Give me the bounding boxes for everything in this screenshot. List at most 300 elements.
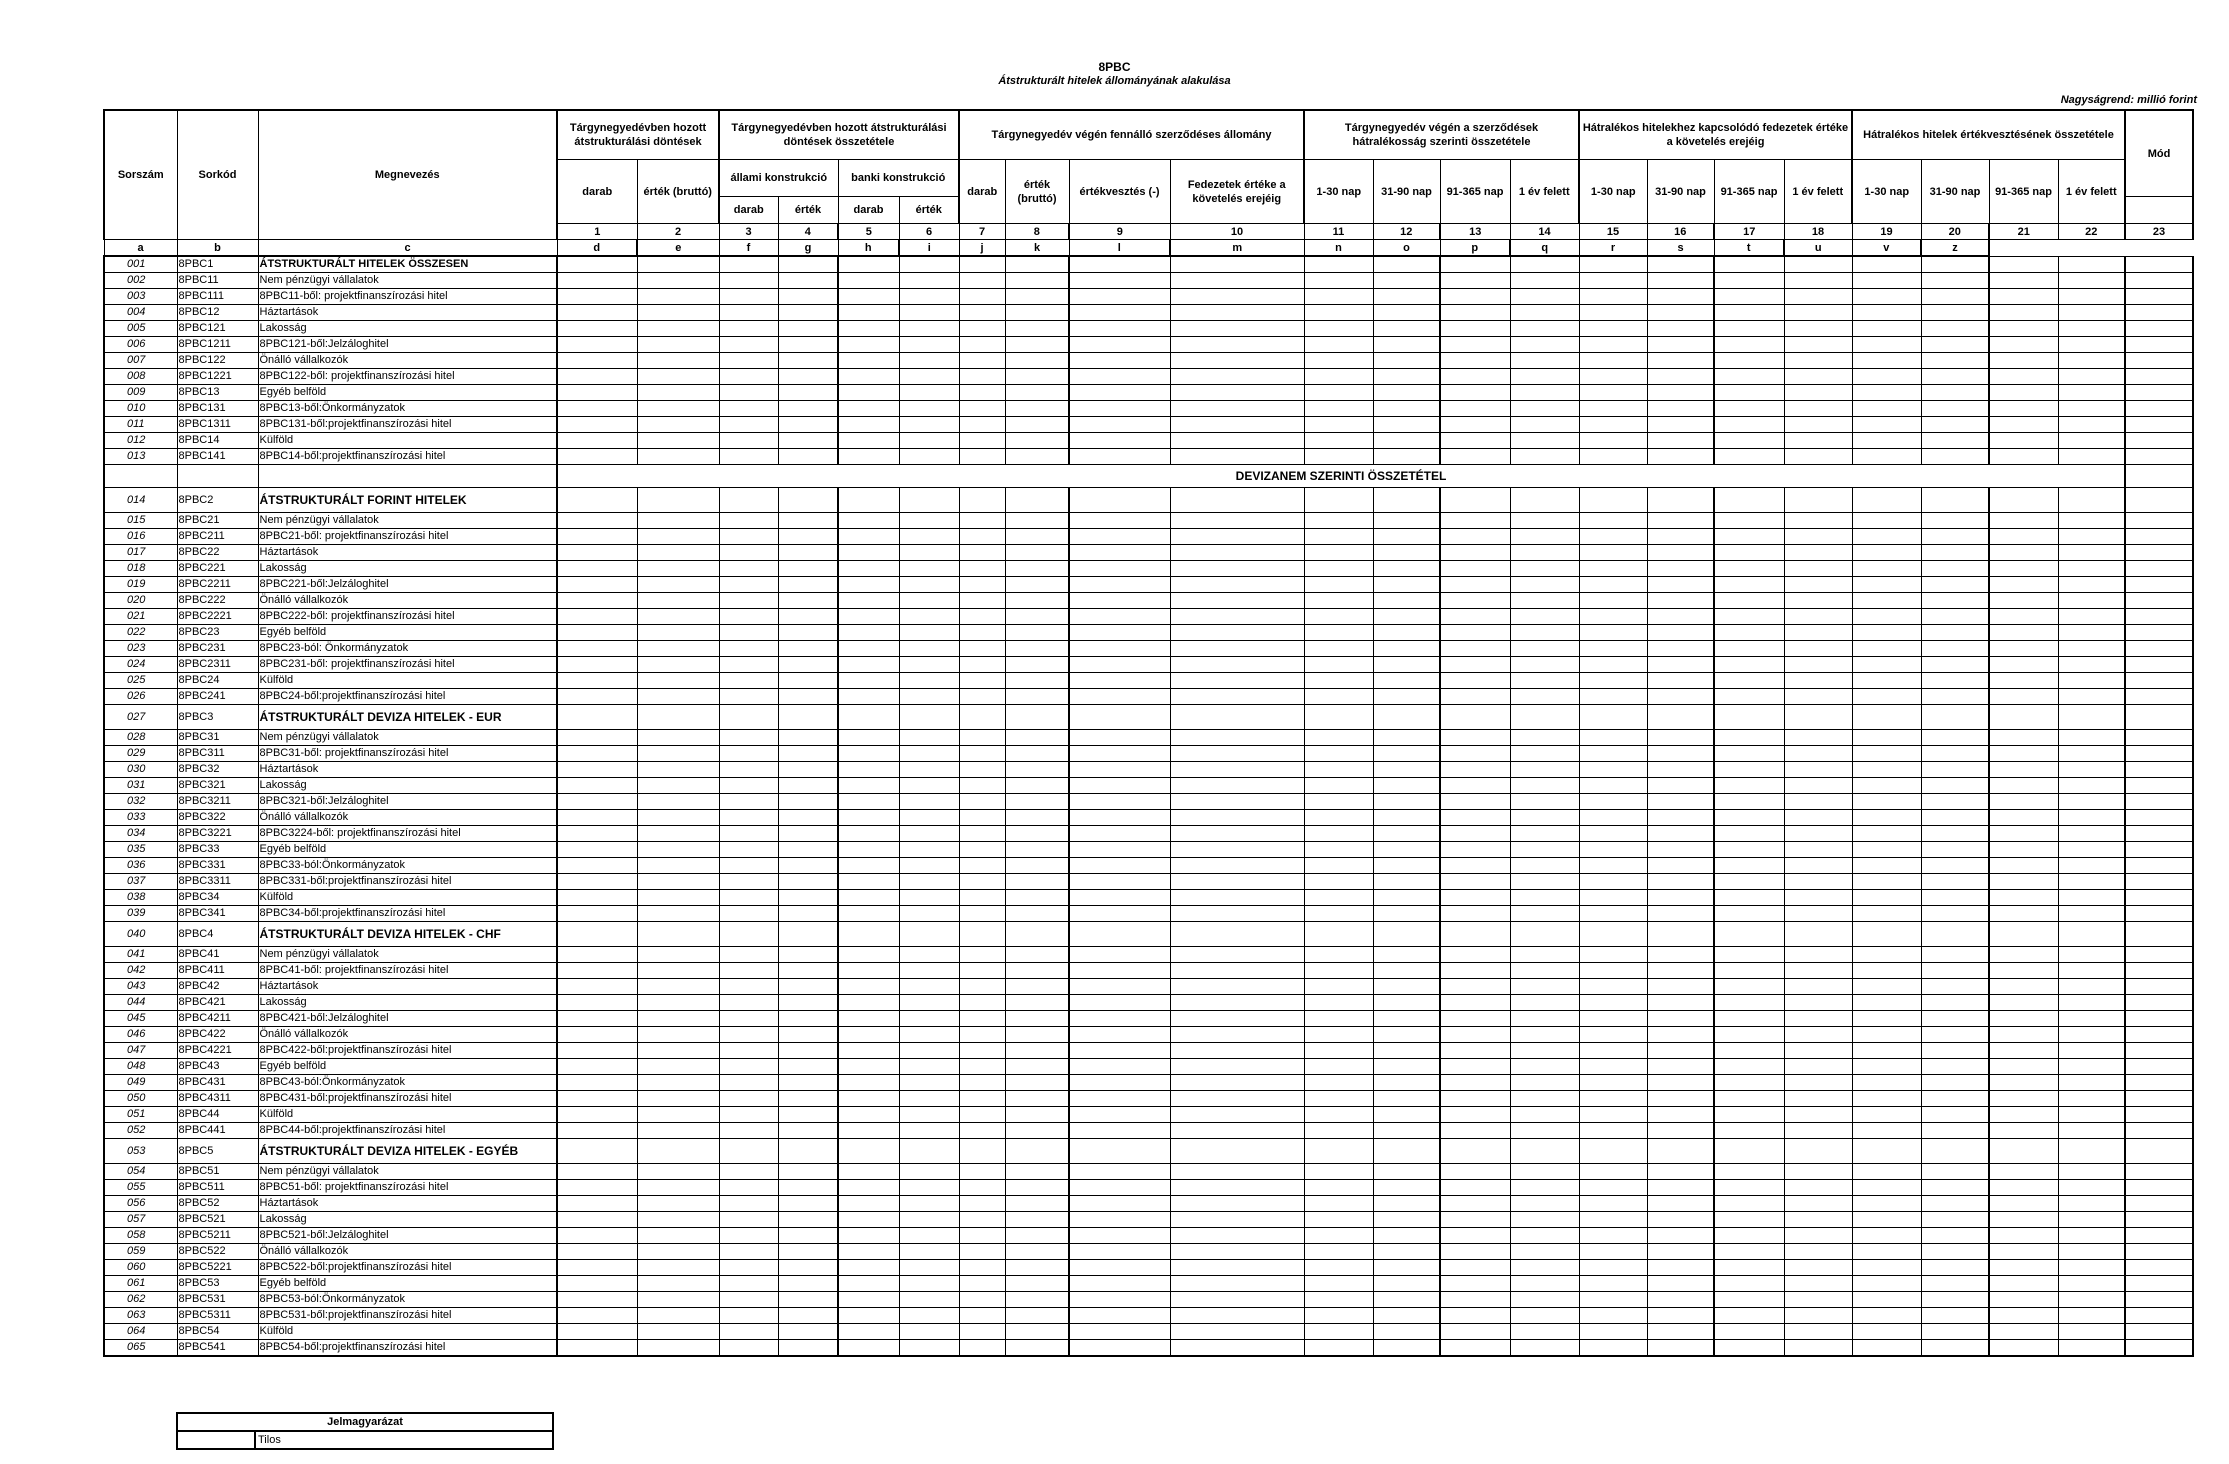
data-cell-5[interactable]	[838, 689, 899, 705]
data-cell-7[interactable]	[959, 561, 1005, 577]
data-cell-19[interactable]	[1852, 1059, 1921, 1075]
data-cell-15[interactable]	[1579, 1340, 1647, 1357]
data-cell-5[interactable]	[838, 826, 899, 842]
data-cell-3[interactable]	[719, 273, 778, 289]
data-cell-20[interactable]	[1921, 689, 1989, 705]
data-cell-2[interactable]	[637, 369, 719, 385]
data-cell-7[interactable]	[959, 1011, 1005, 1027]
data-cell-15[interactable]	[1579, 545, 1647, 561]
data-cell-11[interactable]	[1304, 401, 1373, 417]
data-cell-6[interactable]	[899, 1308, 959, 1324]
data-cell-9[interactable]	[1069, 369, 1170, 385]
data-cell-9[interactable]	[1069, 1027, 1170, 1043]
data-cell-11[interactable]	[1304, 289, 1373, 305]
data-cell-4[interactable]	[778, 1308, 838, 1324]
data-cell-16[interactable]	[1647, 906, 1714, 922]
data-cell-22[interactable]	[2058, 1308, 2125, 1324]
data-cell-17[interactable]	[1714, 593, 1784, 609]
data-cell-22[interactable]	[2058, 417, 2125, 433]
data-cell-5[interactable]	[838, 705, 899, 730]
data-cell-4[interactable]	[778, 1027, 838, 1043]
data-cell-2[interactable]	[637, 673, 719, 689]
data-cell-12[interactable]	[1373, 826, 1440, 842]
data-cell-18[interactable]	[1784, 641, 1852, 657]
data-cell-18[interactable]	[1784, 810, 1852, 826]
data-cell-17[interactable]	[1714, 995, 1784, 1011]
data-cell-17[interactable]	[1714, 657, 1784, 673]
data-cell-7[interactable]	[959, 305, 1005, 321]
data-cell-8[interactable]	[1005, 1340, 1069, 1357]
data-cell-19[interactable]	[1852, 1276, 1921, 1292]
data-cell-9[interactable]	[1069, 1180, 1170, 1196]
data-cell-2[interactable]	[637, 593, 719, 609]
data-cell-7[interactable]	[959, 826, 1005, 842]
data-cell-11[interactable]	[1304, 1091, 1373, 1107]
data-cell-17[interactable]	[1714, 417, 1784, 433]
data-cell-2[interactable]	[637, 1308, 719, 1324]
data-cell-22[interactable]	[2058, 979, 2125, 995]
data-cell-8[interactable]	[1005, 369, 1069, 385]
data-cell-7[interactable]	[959, 858, 1005, 874]
data-cell-16[interactable]	[1647, 545, 1714, 561]
data-cell-12[interactable]	[1373, 529, 1440, 545]
data-cell-2[interactable]	[637, 858, 719, 874]
data-cell-7[interactable]	[959, 625, 1005, 641]
data-cell-1[interactable]	[557, 256, 637, 273]
data-cell-7[interactable]	[959, 641, 1005, 657]
data-cell-16[interactable]	[1647, 577, 1714, 593]
data-cell-12[interactable]	[1373, 979, 1440, 995]
data-cell-12[interactable]	[1373, 906, 1440, 922]
data-cell-9[interactable]	[1069, 842, 1170, 858]
data-cell-6[interactable]	[899, 609, 959, 625]
data-cell-16[interactable]	[1647, 353, 1714, 369]
data-cell-23[interactable]	[2125, 1123, 2193, 1139]
data-cell-16[interactable]	[1647, 689, 1714, 705]
data-cell-18[interactable]	[1784, 689, 1852, 705]
data-cell-16[interactable]	[1647, 810, 1714, 826]
data-cell-16[interactable]	[1647, 1228, 1714, 1244]
data-cell-7[interactable]	[959, 762, 1005, 778]
data-cell-23[interactable]	[2125, 385, 2193, 401]
data-cell-22[interactable]	[2058, 826, 2125, 842]
data-cell-22[interactable]	[2058, 305, 2125, 321]
data-cell-6[interactable]	[899, 826, 959, 842]
data-cell-20[interactable]	[1921, 906, 1989, 922]
data-cell-9[interactable]	[1069, 963, 1170, 979]
data-cell-21[interactable]	[1989, 906, 2058, 922]
data-cell-12[interactable]	[1373, 810, 1440, 826]
data-cell-8[interactable]	[1005, 963, 1069, 979]
data-cell-20[interactable]	[1921, 449, 1989, 465]
data-cell-4[interactable]	[778, 401, 838, 417]
data-cell-20[interactable]	[1921, 1308, 1989, 1324]
data-cell-13[interactable]	[1440, 289, 1510, 305]
data-cell-11[interactable]	[1304, 1123, 1373, 1139]
data-cell-6[interactable]	[899, 545, 959, 561]
data-cell-4[interactable]	[778, 577, 838, 593]
data-cell-22[interactable]	[2058, 1075, 2125, 1091]
data-cell-9[interactable]	[1069, 545, 1170, 561]
data-cell-23[interactable]	[2125, 874, 2193, 890]
data-cell-19[interactable]	[1852, 1324, 1921, 1340]
data-cell-16[interactable]	[1647, 1324, 1714, 1340]
data-cell-8[interactable]	[1005, 1139, 1069, 1164]
data-cell-18[interactable]	[1784, 1308, 1852, 1324]
data-cell-8[interactable]	[1005, 353, 1069, 369]
data-cell-20[interactable]	[1921, 1043, 1989, 1059]
data-cell-5[interactable]	[838, 1212, 899, 1228]
data-cell-8[interactable]	[1005, 1091, 1069, 1107]
data-cell-6[interactable]	[899, 1043, 959, 1059]
data-cell-5[interactable]	[838, 545, 899, 561]
data-cell-4[interactable]	[778, 995, 838, 1011]
data-cell-1[interactable]	[557, 858, 637, 874]
data-cell-11[interactable]	[1304, 1212, 1373, 1228]
data-cell-18[interactable]	[1784, 417, 1852, 433]
data-cell-15[interactable]	[1579, 273, 1647, 289]
data-cell-23[interactable]	[2125, 449, 2193, 465]
data-cell-18[interactable]	[1784, 1228, 1852, 1244]
data-cell-14[interactable]	[1510, 545, 1579, 561]
data-cell-3[interactable]	[719, 1075, 778, 1091]
data-cell-13[interactable]	[1440, 657, 1510, 673]
data-cell-3[interactable]	[719, 609, 778, 625]
data-cell-20[interactable]	[1921, 842, 1989, 858]
data-cell-8[interactable]	[1005, 561, 1069, 577]
data-cell-2[interactable]	[637, 1212, 719, 1228]
data-cell-7[interactable]	[959, 545, 1005, 561]
data-cell-4[interactable]	[778, 1043, 838, 1059]
data-cell-14[interactable]	[1510, 842, 1579, 858]
data-cell-2[interactable]	[637, 1043, 719, 1059]
data-cell-15[interactable]	[1579, 641, 1647, 657]
data-cell-5[interactable]	[838, 1228, 899, 1244]
data-cell-13[interactable]	[1440, 746, 1510, 762]
data-cell-20[interactable]	[1921, 673, 1989, 689]
data-cell-22[interactable]	[2058, 1164, 2125, 1180]
data-cell-8[interactable]	[1005, 256, 1069, 273]
data-cell-13[interactable]	[1440, 922, 1510, 947]
data-cell-18[interactable]	[1784, 1123, 1852, 1139]
data-cell-13[interactable]	[1440, 1196, 1510, 1212]
data-cell-16[interactable]	[1647, 417, 1714, 433]
data-cell-7[interactable]	[959, 730, 1005, 746]
data-cell-1[interactable]	[557, 1139, 637, 1164]
data-cell-3[interactable]	[719, 488, 778, 513]
data-cell-13[interactable]	[1440, 1043, 1510, 1059]
data-cell-12[interactable]	[1373, 353, 1440, 369]
data-cell-11[interactable]	[1304, 778, 1373, 794]
data-cell-8[interactable]	[1005, 641, 1069, 657]
data-cell-15[interactable]	[1579, 529, 1647, 545]
data-cell-15[interactable]	[1579, 1075, 1647, 1091]
data-cell-15[interactable]	[1579, 858, 1647, 874]
data-cell-14[interactable]	[1510, 778, 1579, 794]
data-cell-11[interactable]	[1304, 1260, 1373, 1276]
data-cell-9[interactable]	[1069, 1196, 1170, 1212]
data-cell-3[interactable]	[719, 947, 778, 963]
data-cell-23[interactable]	[2125, 1260, 2193, 1276]
data-cell-18[interactable]	[1784, 1027, 1852, 1043]
data-cell-19[interactable]	[1852, 762, 1921, 778]
data-cell-17[interactable]	[1714, 906, 1784, 922]
data-cell-9[interactable]	[1069, 1212, 1170, 1228]
data-cell-10[interactable]	[1170, 1059, 1304, 1075]
data-cell-16[interactable]	[1647, 1308, 1714, 1324]
data-cell-5[interactable]	[838, 979, 899, 995]
data-cell-3[interactable]	[719, 778, 778, 794]
data-cell-17[interactable]	[1714, 577, 1784, 593]
data-cell-6[interactable]	[899, 321, 959, 337]
data-cell-12[interactable]	[1373, 1340, 1440, 1357]
data-cell-17[interactable]	[1714, 513, 1784, 529]
data-cell-12[interactable]	[1373, 1139, 1440, 1164]
data-cell-18[interactable]	[1784, 1139, 1852, 1164]
data-cell-13[interactable]	[1440, 529, 1510, 545]
data-cell-3[interactable]	[719, 1011, 778, 1027]
data-cell-14[interactable]	[1510, 1292, 1579, 1308]
data-cell-17[interactable]	[1714, 273, 1784, 289]
data-cell-4[interactable]	[778, 979, 838, 995]
data-cell-22[interactable]	[2058, 1292, 2125, 1308]
data-cell-19[interactable]	[1852, 673, 1921, 689]
data-cell-1[interactable]	[557, 545, 637, 561]
data-cell-17[interactable]	[1714, 609, 1784, 625]
data-cell-7[interactable]	[959, 906, 1005, 922]
data-cell-17[interactable]	[1714, 449, 1784, 465]
data-cell-14[interactable]	[1510, 1139, 1579, 1164]
data-cell-1[interactable]	[557, 1244, 637, 1260]
data-cell-14[interactable]	[1510, 1228, 1579, 1244]
data-cell-4[interactable]	[778, 305, 838, 321]
data-cell-15[interactable]	[1579, 1228, 1647, 1244]
data-cell-1[interactable]	[557, 488, 637, 513]
data-cell-21[interactable]	[1989, 1059, 2058, 1075]
data-cell-10[interactable]	[1170, 353, 1304, 369]
data-cell-19[interactable]	[1852, 826, 1921, 842]
data-cell-3[interactable]	[719, 963, 778, 979]
data-cell-14[interactable]	[1510, 433, 1579, 449]
data-cell-23[interactable]	[2125, 1308, 2193, 1324]
data-cell-4[interactable]	[778, 922, 838, 947]
data-cell-7[interactable]	[959, 794, 1005, 810]
data-cell-21[interactable]	[1989, 1244, 2058, 1260]
data-cell-11[interactable]	[1304, 1340, 1373, 1357]
data-cell-16[interactable]	[1647, 1075, 1714, 1091]
data-cell-23[interactable]	[2125, 488, 2193, 513]
data-cell-14[interactable]	[1510, 730, 1579, 746]
data-cell-22[interactable]	[2058, 794, 2125, 810]
data-cell-16[interactable]	[1647, 1340, 1714, 1357]
data-cell-15[interactable]	[1579, 1091, 1647, 1107]
data-cell-5[interactable]	[838, 256, 899, 273]
data-cell-8[interactable]	[1005, 1212, 1069, 1228]
data-cell-11[interactable]	[1304, 705, 1373, 730]
data-cell-7[interactable]	[959, 1340, 1005, 1357]
data-cell-18[interactable]	[1784, 1244, 1852, 1260]
data-cell-4[interactable]	[778, 273, 838, 289]
data-cell-21[interactable]	[1989, 842, 2058, 858]
data-cell-5[interactable]	[838, 906, 899, 922]
data-cell-11[interactable]	[1304, 842, 1373, 858]
data-cell-19[interactable]	[1852, 874, 1921, 890]
data-cell-13[interactable]	[1440, 842, 1510, 858]
data-cell-1[interactable]	[557, 673, 637, 689]
data-cell-23[interactable]	[2125, 842, 2193, 858]
data-cell-5[interactable]	[838, 762, 899, 778]
data-cell-14[interactable]	[1510, 1043, 1579, 1059]
data-cell-9[interactable]	[1069, 794, 1170, 810]
data-cell-11[interactable]	[1304, 906, 1373, 922]
data-cell-3[interactable]	[719, 577, 778, 593]
data-cell-3[interactable]	[719, 641, 778, 657]
data-cell-1[interactable]	[557, 417, 637, 433]
data-cell-1[interactable]	[557, 995, 637, 1011]
data-cell-6[interactable]	[899, 1091, 959, 1107]
data-cell-23[interactable]	[2125, 995, 2193, 1011]
data-cell-4[interactable]	[778, 794, 838, 810]
data-cell-19[interactable]	[1852, 794, 1921, 810]
data-cell-4[interactable]	[778, 762, 838, 778]
data-cell-7[interactable]	[959, 1107, 1005, 1123]
data-cell-19[interactable]	[1852, 657, 1921, 673]
data-cell-6[interactable]	[899, 1027, 959, 1043]
data-cell-16[interactable]	[1647, 401, 1714, 417]
data-cell-13[interactable]	[1440, 1059, 1510, 1075]
data-cell-11[interactable]	[1304, 1164, 1373, 1180]
data-cell-1[interactable]	[557, 705, 637, 730]
data-cell-2[interactable]	[637, 906, 719, 922]
data-cell-4[interactable]	[778, 1091, 838, 1107]
data-cell-20[interactable]	[1921, 1212, 1989, 1228]
data-cell-18[interactable]	[1784, 545, 1852, 561]
data-cell-7[interactable]	[959, 657, 1005, 673]
data-cell-11[interactable]	[1304, 513, 1373, 529]
data-cell-8[interactable]	[1005, 890, 1069, 906]
data-cell-1[interactable]	[557, 1027, 637, 1043]
data-cell-11[interactable]	[1304, 963, 1373, 979]
data-cell-7[interactable]	[959, 401, 1005, 417]
data-cell-22[interactable]	[2058, 1260, 2125, 1276]
data-cell-2[interactable]	[637, 337, 719, 353]
data-cell-12[interactable]	[1373, 890, 1440, 906]
data-cell-5[interactable]	[838, 1276, 899, 1292]
data-cell-4[interactable]	[778, 689, 838, 705]
data-cell-17[interactable]	[1714, 1260, 1784, 1276]
data-cell-22[interactable]	[2058, 529, 2125, 545]
data-cell-18[interactable]	[1784, 890, 1852, 906]
data-cell-21[interactable]	[1989, 561, 2058, 577]
data-cell-16[interactable]	[1647, 488, 1714, 513]
data-cell-1[interactable]	[557, 906, 637, 922]
data-cell-14[interactable]	[1510, 1011, 1579, 1027]
data-cell-5[interactable]	[838, 1043, 899, 1059]
data-cell-3[interactable]	[719, 417, 778, 433]
data-cell-5[interactable]	[838, 401, 899, 417]
data-cell-10[interactable]	[1170, 1043, 1304, 1059]
data-cell-14[interactable]	[1510, 1308, 1579, 1324]
data-cell-23[interactable]	[2125, 417, 2193, 433]
data-cell-7[interactable]	[959, 1139, 1005, 1164]
data-cell-16[interactable]	[1647, 385, 1714, 401]
data-cell-20[interactable]	[1921, 305, 1989, 321]
data-cell-15[interactable]	[1579, 762, 1647, 778]
data-cell-1[interactable]	[557, 1123, 637, 1139]
data-cell-2[interactable]	[637, 529, 719, 545]
data-cell-2[interactable]	[637, 1244, 719, 1260]
data-cell-16[interactable]	[1647, 963, 1714, 979]
data-cell-1[interactable]	[557, 289, 637, 305]
data-cell-22[interactable]	[2058, 577, 2125, 593]
data-cell-14[interactable]	[1510, 947, 1579, 963]
data-cell-11[interactable]	[1304, 385, 1373, 401]
data-cell-23[interactable]	[2125, 906, 2193, 922]
data-cell-6[interactable]	[899, 353, 959, 369]
data-cell-23[interactable]	[2125, 1276, 2193, 1292]
data-cell-11[interactable]	[1304, 1276, 1373, 1292]
data-cell-16[interactable]	[1647, 305, 1714, 321]
data-cell-7[interactable]	[959, 874, 1005, 890]
data-cell-5[interactable]	[838, 746, 899, 762]
data-cell-5[interactable]	[838, 657, 899, 673]
data-cell-8[interactable]	[1005, 1027, 1069, 1043]
data-cell-6[interactable]	[899, 1228, 959, 1244]
data-cell-6[interactable]	[899, 1196, 959, 1212]
data-cell-19[interactable]	[1852, 529, 1921, 545]
data-cell-2[interactable]	[637, 762, 719, 778]
data-cell-4[interactable]	[778, 561, 838, 577]
data-cell-13[interactable]	[1440, 337, 1510, 353]
data-cell-8[interactable]	[1005, 762, 1069, 778]
data-cell-1[interactable]	[557, 874, 637, 890]
data-cell-11[interactable]	[1304, 689, 1373, 705]
data-cell-3[interactable]	[719, 890, 778, 906]
data-cell-11[interactable]	[1304, 1043, 1373, 1059]
data-cell-19[interactable]	[1852, 1075, 1921, 1091]
data-cell-17[interactable]	[1714, 1107, 1784, 1123]
data-cell-18[interactable]	[1784, 369, 1852, 385]
data-cell-15[interactable]	[1579, 689, 1647, 705]
data-cell-10[interactable]	[1170, 963, 1304, 979]
data-cell-3[interactable]	[719, 1228, 778, 1244]
data-cell-20[interactable]	[1921, 1011, 1989, 1027]
data-cell-1[interactable]	[557, 433, 637, 449]
data-cell-12[interactable]	[1373, 762, 1440, 778]
data-cell-15[interactable]	[1579, 337, 1647, 353]
data-cell-21[interactable]	[1989, 1164, 2058, 1180]
data-cell-11[interactable]	[1304, 433, 1373, 449]
data-cell-21[interactable]	[1989, 401, 2058, 417]
data-cell-14[interactable]	[1510, 1123, 1579, 1139]
data-cell-23[interactable]	[2125, 625, 2193, 641]
data-cell-2[interactable]	[637, 1107, 719, 1123]
data-cell-7[interactable]	[959, 529, 1005, 545]
data-cell-21[interactable]	[1989, 1075, 2058, 1091]
data-cell-17[interactable]	[1714, 730, 1784, 746]
data-cell-9[interactable]	[1069, 689, 1170, 705]
data-cell-4[interactable]	[778, 906, 838, 922]
data-cell-7[interactable]	[959, 1059, 1005, 1075]
data-cell-10[interactable]	[1170, 273, 1304, 289]
data-cell-18[interactable]	[1784, 1276, 1852, 1292]
data-cell-20[interactable]	[1921, 1260, 1989, 1276]
data-cell-22[interactable]	[2058, 641, 2125, 657]
data-cell-3[interactable]	[719, 513, 778, 529]
data-cell-1[interactable]	[557, 794, 637, 810]
data-cell-7[interactable]	[959, 1244, 1005, 1260]
data-cell-5[interactable]	[838, 1011, 899, 1027]
